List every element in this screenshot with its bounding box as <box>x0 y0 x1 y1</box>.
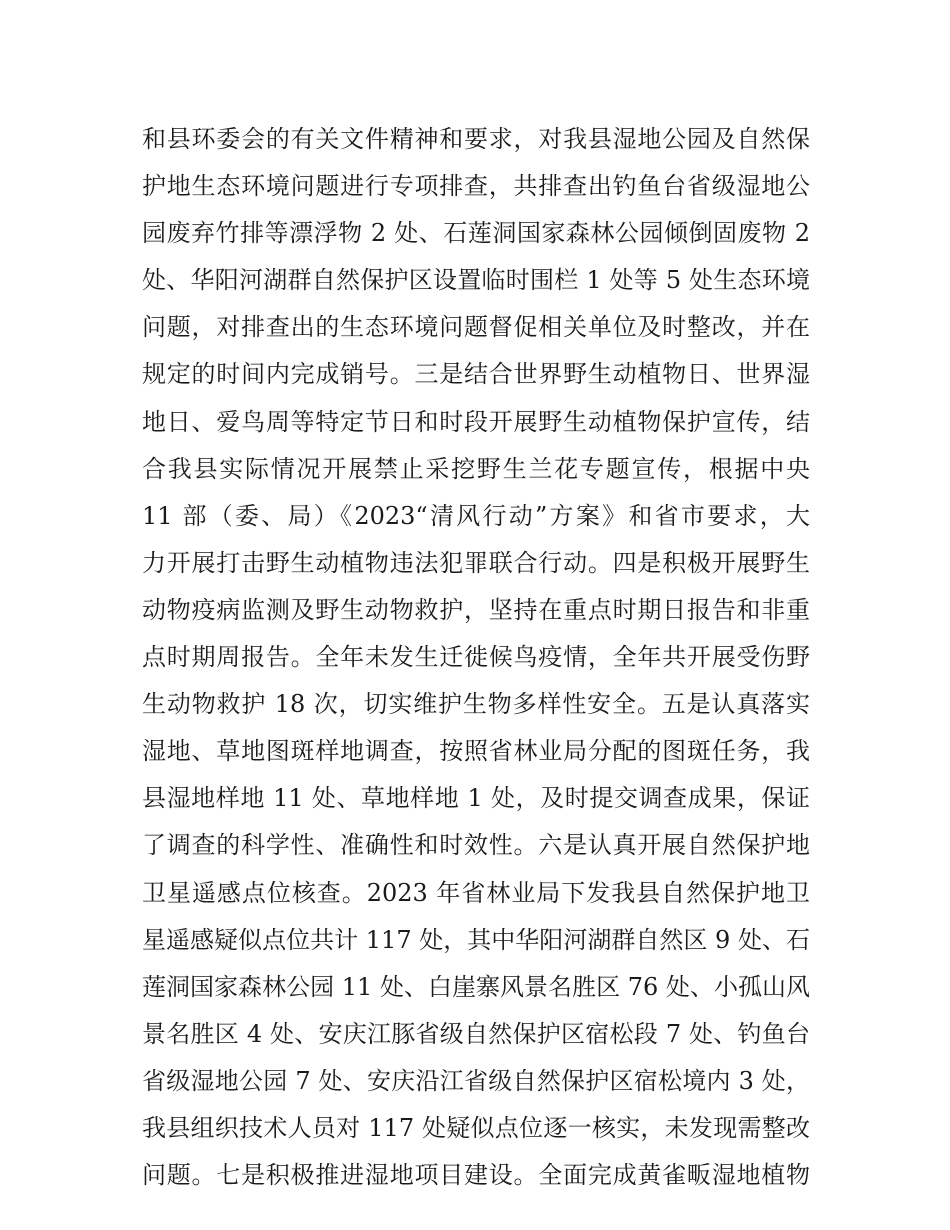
text-line: 动物疫病监测及野生动物救护，坚持在重点时期日报告和非重 <box>142 595 810 624</box>
text-line: 园废弃竹排等漂浮物 2 处、石莲洞国家森林公园倾倒固废物 2 <box>142 219 810 248</box>
text-line: 我县组织技术人员对 117 处疑似点位逐一核实，未发现需整改 <box>142 1113 810 1142</box>
text-line: 星遥感疑似点位共计 117 处，其中华阳河湖群自然区 9 处、石 <box>142 925 810 954</box>
text-line: 和县环委会的有关文件精神和要求，对我县湿地公园及自然保 <box>142 125 810 153</box>
text-line: 生动物救护 18 次，切实维护生物多样性安全。五是认真落实 <box>142 690 810 719</box>
text-line: 莲洞国家森林公园 11 处、白崖寨风景名胜区 76 处、小孤山风 <box>142 972 810 1001</box>
text-line: 地日、爱鸟周等特定节日和时段开展野生动植物保护宣传，结 <box>142 407 810 436</box>
text-line: 景名胜区 4 处、安庆江豚省级自然保护区宿松段 7 处、钓鱼台 <box>142 1019 810 1048</box>
text-line: 合我县实际情况开展禁止采挖野生兰花专题宣传，根据中央 <box>142 454 810 483</box>
text-line: 规定的时间内完成销号。三是结合世界野生动植物日、世界湿 <box>142 360 810 389</box>
text-line: 11 部（委、局）《2023“清风行动”方案》和省市要求，大 <box>142 501 810 530</box>
text-line: 力开展打击野生动植物违法犯罪联合行动。四是积极开展野生 <box>142 548 810 577</box>
text-line: 卫星遥感点位核查。2023 年省林业局下发我县自然保护地卫 <box>142 878 810 907</box>
text-line: 护地生态环境问题进行专项排查，共排查出钓鱼台省级湿地公 <box>142 172 810 201</box>
body-paragraph <box>142 116 810 1199</box>
text-line: 处、华阳河湖群自然保护区设置临时围栏 1 处等 5 处生态环境 <box>142 266 810 295</box>
text-line: 了调查的科学性、准确性和时效性。六是认真开展自然保护地 <box>142 831 810 860</box>
text-line: 问题，对排查出的生态环境问题督促相关单位及时整改，并在 <box>142 313 810 342</box>
text-line: 点时期周报告。全年未发生迁徙候鸟疫情，全年共开展受伤野 <box>142 643 810 672</box>
text-line: 省级湿地公园 7 处、安庆沿江省级自然保护区宿松境内 3 处， <box>142 1066 810 1095</box>
text-line: 湿地、草地图斑样地调查，按照省林业局分配的图斑任务，我 <box>142 737 810 766</box>
text-line: 县湿地样地 11 处、草地样地 1 处，及时提交调查成果，保证 <box>142 784 810 813</box>
text-line: 问题。七是积极推进湿地项目建设。全面完成黄雀畈湿地植物 <box>142 1161 810 1190</box>
